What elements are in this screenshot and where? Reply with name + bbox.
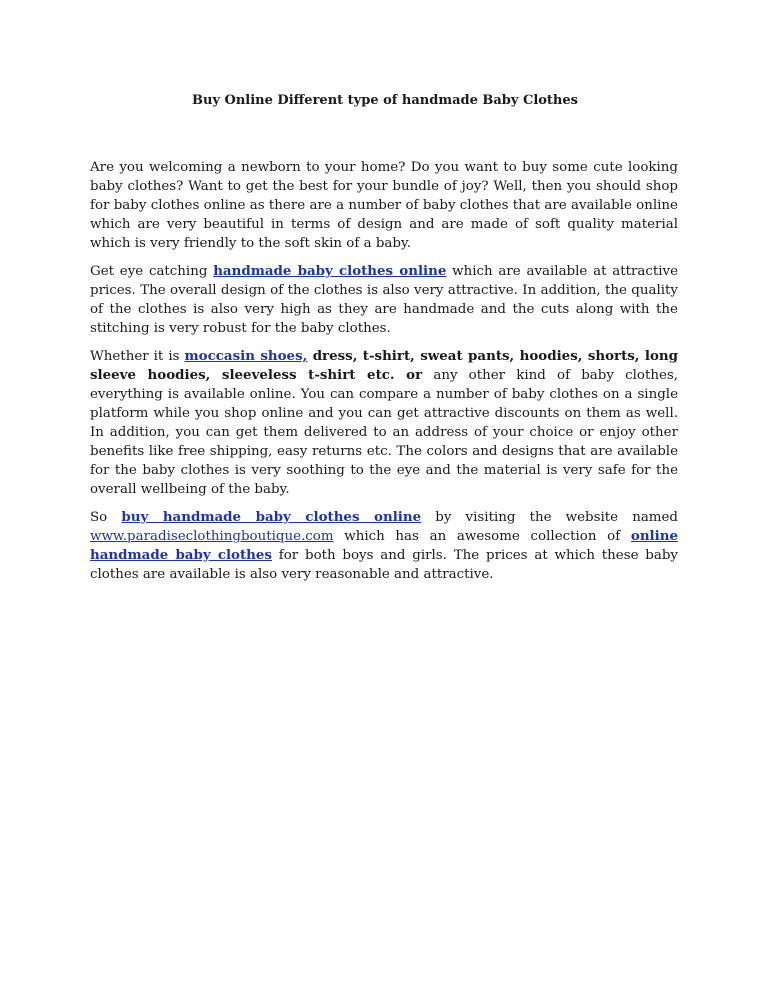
document-title [0, 92, 768, 110]
online-handmade-baby-clothes-link[interactable]: online handmade baby clothes [90, 528, 678, 563]
paragraph-4 [90, 508, 678, 584]
paragraph-3 [90, 347, 678, 499]
paragraph-2-text-start: Get eye catching [90, 264, 214, 279]
buy-handmade-baby-clothes-online-link[interactable]: buy handmade baby clothes online [121, 509, 422, 525]
paragraph-1: Are you welcoming a newborn to your home? Do you want to buy some cute looking baby clothes? Want to get the best for your bundle of joy? Well, then you should shop for baby clothes online as there are a number of baby clothes that are available online which are very beautiful in terms of design and are made of soft quality material which is very friendly to the soft skin of a baby. [90, 160, 678, 251]
paragraph-2-text-end: which are available at attractive prices. The overall design of the clothes is also very attractive. In addition, the quality of the clothes is also very high as they are handmade and the cuts along with the stitching is very robust for the baby clothes. [90, 264, 679, 336]
paragraph-4-text-start: So [90, 510, 122, 525]
website-url-link[interactable]: www.paradiseclothingboutique.com [90, 529, 334, 544]
paragraph-4-text-mid-1: by visiting the website named [421, 510, 679, 525]
paragraph-2 [90, 262, 678, 338]
document-body [90, 158, 678, 593]
paragraph-3-text-start: Whether it is [90, 349, 185, 364]
clothing-types-bold-text: dress, t-shirt, sweat pants, hoodies, shorts, long sleeve hoodies, sleeveless t-shirt etc. or [90, 348, 678, 383]
paragraph-3-text-end: any other kind of baby clothes, everything is available online. You can compare a number of baby clothes on a single platform while you shop online and you can get attractive discounts on them as well. In addition, you can get them delivered to an address of your choice or enjoy other benefits like free shipping, easy returns etc. The colors and designs that are available for the baby clothes is very soothing to the eye and the material is very safe for the overall wellbeing of the baby. [90, 368, 678, 497]
paragraph-4-text-end: for both boys and girls. The prices at which these baby clothes are available is also very reasonable and attractive. [90, 548, 678, 582]
moccasin-shoes-link[interactable]: moccasin shoes, [184, 348, 308, 364]
paragraph-4-text-mid-2: which has an awesome collection of [333, 529, 631, 544]
handmade-baby-clothes-online-link[interactable]: handmade baby clothes online [213, 263, 447, 279]
document-title-text: Buy Online Different type of handmade Baby Clothes [192, 93, 578, 108]
